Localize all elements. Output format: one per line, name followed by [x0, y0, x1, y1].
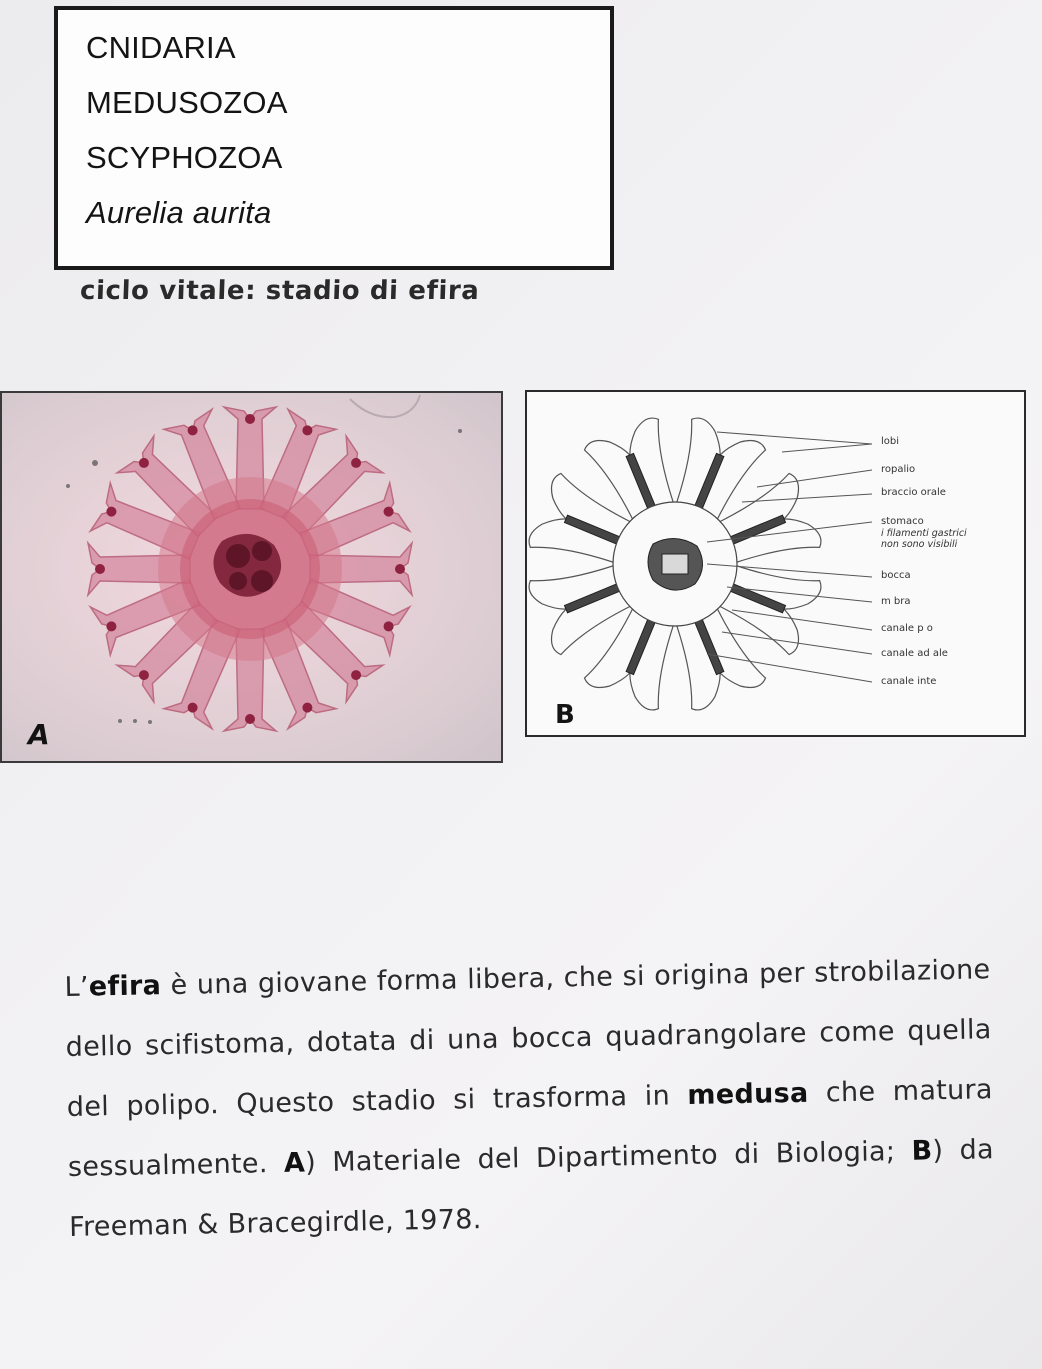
- diagram-arm: [527, 549, 637, 656]
- para-text-4: ) Materiale del Dipartimento di Biologia;: [304, 1135, 912, 1179]
- description-paragraph: [64, 940, 996, 1258]
- subtitle: ciclo vitale: stadio di efira: [79, 276, 481, 306]
- diagram-arm: [527, 472, 637, 579]
- ephyra-diagram-illustration: [527, 392, 1024, 735]
- figure-a-label: A: [28, 718, 50, 751]
- diagram-arm: [660, 602, 767, 713]
- species-label: Aurelia aurita: [86, 195, 272, 230]
- ephyra-diagram: [525, 390, 1026, 737]
- diagram-arm: [583, 415, 690, 526]
- subphylum-label: MEDUSOZOA: [86, 85, 288, 120]
- callout-filamenti-1: i filamenti gastrici: [881, 528, 967, 539]
- callout-partial-2: canale p o: [881, 623, 933, 634]
- para-text-3: che matura sessualmente.: [67, 1074, 994, 1183]
- callout-lobi: lobi: [881, 436, 900, 447]
- term-efira: efira: [88, 970, 162, 1003]
- callout-partial-3: canale ad ale: [881, 648, 948, 659]
- callout-ropalio: ropalio: [881, 464, 916, 475]
- callout-partial-4: canale inte: [881, 676, 937, 687]
- taxonomy-box: [54, 6, 614, 270]
- ref-b: B: [911, 1135, 933, 1167]
- diagram-arm: [713, 472, 824, 579]
- ephyra-photo: [0, 391, 503, 763]
- figure-b-label: B: [555, 700, 575, 730]
- ref-a: A: [283, 1147, 306, 1179]
- callout-braccio-orale: braccio orale: [881, 487, 946, 498]
- diagram-arm: [713, 549, 824, 656]
- term-medusa: medusa: [687, 1077, 809, 1112]
- callout-filamenti-2: non sono visibili: [881, 539, 958, 550]
- class-label: SCYPHOZOA: [86, 140, 283, 175]
- callout-stomaco: stomaco: [881, 516, 924, 527]
- para-text-1: L’: [64, 971, 90, 1003]
- diagram-arm: [583, 602, 690, 713]
- callout-bocca: bocca: [881, 570, 911, 581]
- diagram-arm: [660, 415, 767, 526]
- phylum-label: CNIDARIA: [86, 30, 236, 65]
- para-text-5: ) da Freeman & Bracegirdle, 1978.: [68, 1134, 995, 1243]
- callout-partial-1: m bra: [881, 596, 911, 607]
- ephyra-photo-illustration: [0, 391, 503, 763]
- para-text-2: è una giovane forma libera, che si origina per strobilazione dello scifistoma, dotata di una bocca quadrangolare come quella del polipo. Questo stadio si trasforma in: [65, 954, 992, 1123]
